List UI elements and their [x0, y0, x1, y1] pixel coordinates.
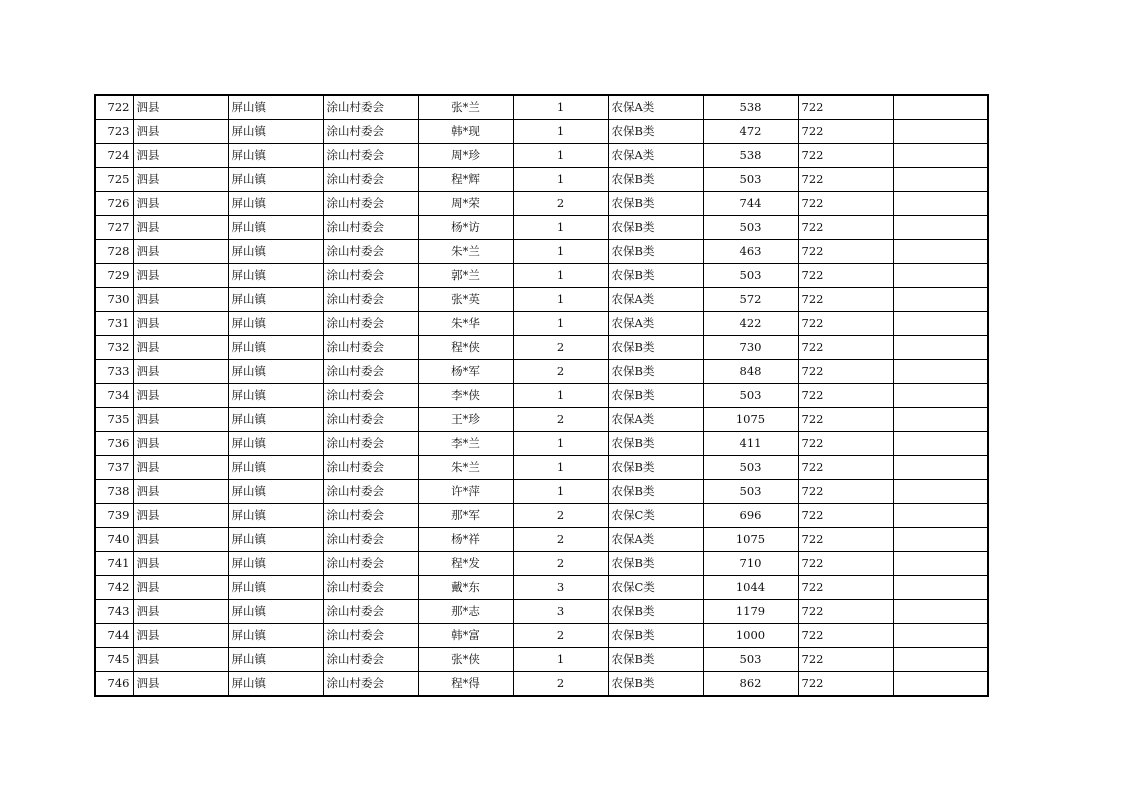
cell-village: 涂山村委会	[323, 264, 418, 288]
cell-remark	[893, 672, 988, 697]
cell-number: 734	[95, 384, 133, 408]
cell-category: 农保C类	[608, 504, 703, 528]
cell-amount: 503	[703, 384, 798, 408]
cell-standard: 722	[798, 672, 893, 697]
cell-people-count: 2	[513, 408, 608, 432]
cell-town: 屏山镇	[228, 480, 323, 504]
cell-number: 741	[95, 552, 133, 576]
table-row	[95, 144, 988, 168]
cell-town: 屏山镇	[228, 216, 323, 240]
cell-village: 涂山村委会	[323, 504, 418, 528]
cell-amount: 1075	[703, 408, 798, 432]
cell-village: 涂山村委会	[323, 648, 418, 672]
cell-standard: 722	[798, 624, 893, 648]
cell-standard: 722	[798, 432, 893, 456]
cell-amount: 422	[703, 312, 798, 336]
table-row	[95, 168, 988, 192]
cell-people-count: 3	[513, 576, 608, 600]
cell-name: 周*荣	[418, 192, 513, 216]
cell-county: 泗县	[133, 624, 228, 648]
table-row	[95, 360, 988, 384]
cell-town: 屏山镇	[228, 312, 323, 336]
cell-remark	[893, 600, 988, 624]
cell-category: 农保B类	[608, 240, 703, 264]
cell-category: 农保B类	[608, 264, 703, 288]
table-row	[95, 648, 988, 672]
cell-remark	[893, 120, 988, 144]
cell-number: 726	[95, 192, 133, 216]
cell-people-count: 1	[513, 456, 608, 480]
cell-remark	[893, 528, 988, 552]
cell-number: 742	[95, 576, 133, 600]
cell-number: 744	[95, 624, 133, 648]
cell-village: 涂山村委会	[323, 240, 418, 264]
cell-town: 屏山镇	[228, 528, 323, 552]
cell-standard: 722	[798, 216, 893, 240]
cell-county: 泗县	[133, 576, 228, 600]
cell-county: 泗县	[133, 456, 228, 480]
cell-standard: 722	[798, 528, 893, 552]
cell-category: 农保A类	[608, 312, 703, 336]
cell-amount: 503	[703, 648, 798, 672]
cell-remark	[893, 480, 988, 504]
cell-name: 韩*富	[418, 624, 513, 648]
cell-number: 725	[95, 168, 133, 192]
cell-number: 737	[95, 456, 133, 480]
cell-village: 涂山村委会	[323, 336, 418, 360]
table-row	[95, 480, 988, 504]
cell-remark	[893, 216, 988, 240]
cell-remark	[893, 648, 988, 672]
cell-number: 735	[95, 408, 133, 432]
cell-county: 泗县	[133, 264, 228, 288]
cell-category: 农保B类	[608, 120, 703, 144]
cell-name: 张*侠	[418, 648, 513, 672]
cell-standard: 722	[798, 456, 893, 480]
cell-amount: 1000	[703, 624, 798, 648]
cell-name: 郭*兰	[418, 264, 513, 288]
cell-town: 屏山镇	[228, 504, 323, 528]
cell-county: 泗县	[133, 384, 228, 408]
cell-amount: 572	[703, 288, 798, 312]
cell-county: 泗县	[133, 360, 228, 384]
cell-name: 程*发	[418, 552, 513, 576]
cell-village: 涂山村委会	[323, 360, 418, 384]
cell-category: 农保B类	[608, 336, 703, 360]
cell-number: 740	[95, 528, 133, 552]
table-row	[95, 552, 988, 576]
cell-county: 泗县	[133, 432, 228, 456]
cell-category: 农保B类	[608, 384, 703, 408]
cell-number: 724	[95, 144, 133, 168]
cell-remark	[893, 576, 988, 600]
cell-town: 屏山镇	[228, 384, 323, 408]
cell-village: 涂山村委会	[323, 312, 418, 336]
cell-remark	[893, 192, 988, 216]
cell-name: 那*军	[418, 504, 513, 528]
cell-category: 农保B类	[608, 648, 703, 672]
cell-village: 涂山村委会	[323, 120, 418, 144]
cell-standard: 722	[798, 168, 893, 192]
table-row	[95, 576, 988, 600]
cell-remark	[893, 384, 988, 408]
cell-people-count: 1	[513, 432, 608, 456]
cell-name: 周*珍	[418, 144, 513, 168]
cell-amount: 503	[703, 480, 798, 504]
cell-village: 涂山村委会	[323, 552, 418, 576]
cell-village: 涂山村委会	[323, 192, 418, 216]
cell-number: 746	[95, 672, 133, 697]
cell-town: 屏山镇	[228, 336, 323, 360]
cell-number: 732	[95, 336, 133, 360]
cell-name: 许*萍	[418, 480, 513, 504]
cell-standard: 722	[798, 312, 893, 336]
cell-people-count: 2	[513, 336, 608, 360]
cell-number: 729	[95, 264, 133, 288]
cell-village: 涂山村委会	[323, 288, 418, 312]
cell-amount: 696	[703, 504, 798, 528]
cell-amount: 503	[703, 456, 798, 480]
cell-amount: 411	[703, 432, 798, 456]
cell-category: 农保B类	[608, 600, 703, 624]
cell-name: 韩*现	[418, 120, 513, 144]
cell-number: 730	[95, 288, 133, 312]
cell-county: 泗县	[133, 95, 228, 120]
cell-village: 涂山村委会	[323, 624, 418, 648]
cell-name: 杨*访	[418, 216, 513, 240]
cell-number: 733	[95, 360, 133, 384]
table-row	[95, 624, 988, 648]
cell-category: 农保A类	[608, 288, 703, 312]
cell-number: 727	[95, 216, 133, 240]
cell-town: 屏山镇	[228, 120, 323, 144]
cell-people-count: 2	[513, 360, 608, 384]
cell-village: 涂山村委会	[323, 480, 418, 504]
table-row	[95, 432, 988, 456]
table-row	[95, 192, 988, 216]
cell-standard: 722	[798, 240, 893, 264]
cell-number: 722	[95, 95, 133, 120]
cell-people-count: 1	[513, 144, 608, 168]
cell-number: 728	[95, 240, 133, 264]
cell-people-count: 1	[513, 648, 608, 672]
cell-county: 泗县	[133, 168, 228, 192]
cell-amount: 1075	[703, 528, 798, 552]
cell-town: 屏山镇	[228, 288, 323, 312]
cell-remark	[893, 168, 988, 192]
cell-category: 农保A类	[608, 144, 703, 168]
table-row	[95, 504, 988, 528]
cell-category: 农保A类	[608, 95, 703, 120]
cell-people-count: 1	[513, 312, 608, 336]
cell-town: 屏山镇	[228, 552, 323, 576]
cell-county: 泗县	[133, 312, 228, 336]
cell-amount: 744	[703, 192, 798, 216]
cell-remark	[893, 95, 988, 120]
cell-name: 杨*祥	[418, 528, 513, 552]
cell-town: 屏山镇	[228, 432, 323, 456]
cell-remark	[893, 360, 988, 384]
table-row	[95, 216, 988, 240]
cell-people-count: 1	[513, 95, 608, 120]
cell-amount: 503	[703, 168, 798, 192]
cell-remark	[893, 504, 988, 528]
cell-people-count: 2	[513, 528, 608, 552]
cell-standard: 722	[798, 408, 893, 432]
cell-people-count: 1	[513, 480, 608, 504]
cell-county: 泗县	[133, 480, 228, 504]
cell-people-count: 1	[513, 288, 608, 312]
cell-people-count: 2	[513, 672, 608, 697]
cell-remark	[893, 144, 988, 168]
cell-category: 农保B类	[608, 672, 703, 697]
cell-remark	[893, 336, 988, 360]
cell-name: 朱*兰	[418, 456, 513, 480]
cell-category: 农保B类	[608, 168, 703, 192]
cell-county: 泗县	[133, 552, 228, 576]
cell-town: 屏山镇	[228, 144, 323, 168]
cell-number: 743	[95, 600, 133, 624]
table-row	[95, 95, 988, 120]
cell-category: 农保A类	[608, 408, 703, 432]
table-row	[95, 456, 988, 480]
cell-name: 朱*兰	[418, 240, 513, 264]
cell-remark	[893, 264, 988, 288]
cell-amount: 1044	[703, 576, 798, 600]
cell-category: 农保C类	[608, 576, 703, 600]
cell-town: 屏山镇	[228, 360, 323, 384]
table-row	[95, 312, 988, 336]
cell-amount: 503	[703, 264, 798, 288]
cell-town: 屏山镇	[228, 456, 323, 480]
cell-number: 738	[95, 480, 133, 504]
cell-town: 屏山镇	[228, 95, 323, 120]
cell-name: 李*兰	[418, 432, 513, 456]
cell-remark	[893, 312, 988, 336]
cell-remark	[893, 408, 988, 432]
cell-village: 涂山村委会	[323, 672, 418, 697]
cell-town: 屏山镇	[228, 408, 323, 432]
cell-category: 农保B类	[608, 432, 703, 456]
cell-category: 农保B类	[608, 456, 703, 480]
cell-amount: 472	[703, 120, 798, 144]
cell-remark	[893, 288, 988, 312]
cell-remark	[893, 456, 988, 480]
cell-number: 731	[95, 312, 133, 336]
cell-county: 泗县	[133, 528, 228, 552]
cell-people-count: 1	[513, 240, 608, 264]
cell-name: 张*英	[418, 288, 513, 312]
cell-village: 涂山村委会	[323, 408, 418, 432]
cell-remark	[893, 432, 988, 456]
cell-name: 李*侠	[418, 384, 513, 408]
cell-county: 泗县	[133, 144, 228, 168]
cell-village: 涂山村委会	[323, 600, 418, 624]
cell-standard: 722	[798, 576, 893, 600]
table-row	[95, 288, 988, 312]
cell-name: 程*辉	[418, 168, 513, 192]
cell-number: 723	[95, 120, 133, 144]
cell-category: 农保B类	[608, 552, 703, 576]
cell-people-count: 1	[513, 384, 608, 408]
cell-name: 朱*华	[418, 312, 513, 336]
cell-standard: 722	[798, 120, 893, 144]
cell-name: 杨*军	[418, 360, 513, 384]
cell-village: 涂山村委会	[323, 432, 418, 456]
cell-standard: 722	[798, 480, 893, 504]
cell-village: 涂山村委会	[323, 168, 418, 192]
cell-county: 泗县	[133, 216, 228, 240]
cell-village: 涂山村委会	[323, 528, 418, 552]
cell-county: 泗县	[133, 192, 228, 216]
cell-number: 739	[95, 504, 133, 528]
cell-amount: 1179	[703, 600, 798, 624]
data-table	[94, 94, 989, 697]
table-row	[95, 336, 988, 360]
cell-town: 屏山镇	[228, 168, 323, 192]
cell-people-count: 2	[513, 504, 608, 528]
cell-town: 屏山镇	[228, 672, 323, 697]
cell-people-count: 2	[513, 192, 608, 216]
cell-category: 农保B类	[608, 480, 703, 504]
cell-name: 程*得	[418, 672, 513, 697]
cell-standard: 722	[798, 552, 893, 576]
cell-town: 屏山镇	[228, 624, 323, 648]
cell-standard: 722	[798, 360, 893, 384]
cell-standard: 722	[798, 192, 893, 216]
cell-county: 泗县	[133, 288, 228, 312]
cell-town: 屏山镇	[228, 240, 323, 264]
cell-remark	[893, 552, 988, 576]
cell-category: 农保A类	[608, 528, 703, 552]
cell-amount: 538	[703, 144, 798, 168]
cell-amount: 730	[703, 336, 798, 360]
cell-people-count: 1	[513, 216, 608, 240]
cell-remark	[893, 624, 988, 648]
cell-name: 王*珍	[418, 408, 513, 432]
cell-county: 泗县	[133, 648, 228, 672]
cell-amount: 463	[703, 240, 798, 264]
cell-county: 泗县	[133, 336, 228, 360]
cell-standard: 722	[798, 336, 893, 360]
cell-amount: 848	[703, 360, 798, 384]
cell-amount: 503	[703, 216, 798, 240]
cell-category: 农保B类	[608, 360, 703, 384]
cell-county: 泗县	[133, 600, 228, 624]
cell-amount: 710	[703, 552, 798, 576]
cell-number: 736	[95, 432, 133, 456]
table-row	[95, 120, 988, 144]
cell-standard: 722	[798, 504, 893, 528]
cell-village: 涂山村委会	[323, 144, 418, 168]
cell-category: 农保B类	[608, 192, 703, 216]
cell-standard: 722	[798, 648, 893, 672]
cell-people-count: 1	[513, 264, 608, 288]
cell-name: 那*志	[418, 600, 513, 624]
cell-county: 泗县	[133, 672, 228, 697]
cell-people-count: 3	[513, 600, 608, 624]
cell-name: 戴*东	[418, 576, 513, 600]
table-row	[95, 384, 988, 408]
cell-remark	[893, 240, 988, 264]
cell-amount: 538	[703, 95, 798, 120]
cell-amount: 862	[703, 672, 798, 697]
cell-number: 745	[95, 648, 133, 672]
cell-town: 屏山镇	[228, 648, 323, 672]
table-row	[95, 600, 988, 624]
cell-standard: 722	[798, 144, 893, 168]
cell-people-count: 1	[513, 120, 608, 144]
table-row	[95, 240, 988, 264]
cell-village: 涂山村委会	[323, 216, 418, 240]
cell-category: 农保B类	[608, 216, 703, 240]
cell-name: 张*兰	[418, 95, 513, 120]
table-row	[95, 408, 988, 432]
cell-category: 农保B类	[608, 624, 703, 648]
cell-name: 程*侠	[418, 336, 513, 360]
cell-village: 涂山村委会	[323, 456, 418, 480]
cell-town: 屏山镇	[228, 576, 323, 600]
cell-standard: 722	[798, 384, 893, 408]
cell-village: 涂山村委会	[323, 576, 418, 600]
cell-standard: 722	[798, 288, 893, 312]
table-row	[95, 264, 988, 288]
cell-town: 屏山镇	[228, 264, 323, 288]
cell-standard: 722	[798, 264, 893, 288]
cell-county: 泗县	[133, 120, 228, 144]
cell-people-count: 1	[513, 168, 608, 192]
cell-standard: 722	[798, 95, 893, 120]
cell-town: 屏山镇	[228, 192, 323, 216]
cell-county: 泗县	[133, 240, 228, 264]
cell-county: 泗县	[133, 408, 228, 432]
cell-village: 涂山村委会	[323, 95, 418, 120]
table-row	[95, 672, 988, 697]
cell-county: 泗县	[133, 504, 228, 528]
cell-standard: 722	[798, 600, 893, 624]
cell-people-count: 2	[513, 624, 608, 648]
cell-people-count: 2	[513, 552, 608, 576]
cell-town: 屏山镇	[228, 600, 323, 624]
table-row	[95, 528, 988, 552]
cell-village: 涂山村委会	[323, 384, 418, 408]
